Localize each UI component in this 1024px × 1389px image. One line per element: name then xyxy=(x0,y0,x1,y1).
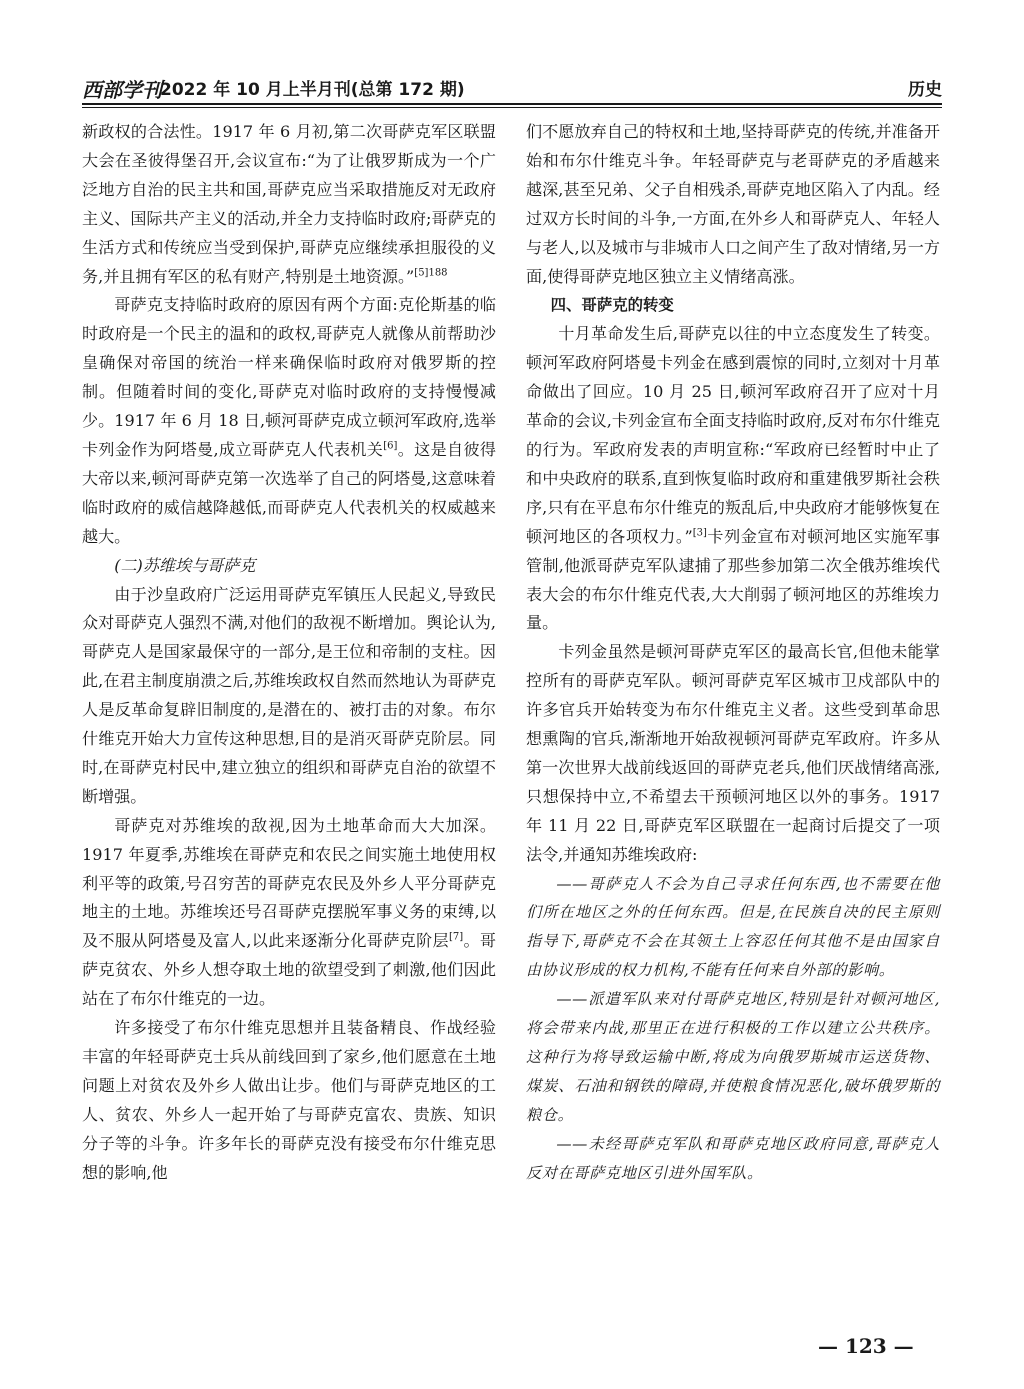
body-paragraph xyxy=(82,118,496,291)
journal-logo: 西部学刊 xyxy=(82,78,162,102)
citation-reference: [7] xyxy=(448,932,464,944)
running-header xyxy=(82,74,942,104)
right-column xyxy=(526,118,940,1188)
header-rule-thick xyxy=(82,103,942,105)
paragraph-text: 新政权的合法性。1917 年 6 月初,第二次哥萨克军区联盟大会在圣彼得堡召开,会议宣布:“为了让俄罗斯成为一个广泛地方自治的民主共和国,哥萨克应当采取措施反对无政府主义、国际共产主义的活动,并全力支持临时政府;哥萨克的生活方式和传统应当受到保护,哥萨克应继续承担服役的义务,并且拥有军区的私有财产,特别是土地资源。” xyxy=(82,122,496,286)
quoted-decree-item xyxy=(526,1130,940,1188)
body-paragraph xyxy=(82,291,496,551)
paragraph-text: ——未经哥萨克军队和哥萨克地区政府同意,哥萨克人反对在哥萨克地区引进外国军队。 xyxy=(526,1134,940,1182)
paragraph-text: 卡列金宣布对顿河地区实施军事管制,他派哥萨克军队逮捕了那些参加第二次全俄苏维埃代表大会的布尔什维克代表,大大削弱了顿河地区的苏维埃力量。 xyxy=(526,526,940,633)
paragraph-text: 许多接受了布尔什维克思想并且装备精良、作战经验丰富的年轻哥萨克士兵从前线回到了家乡,他们愿意在土地问题上对贫农及外乡人做出让步。他们与哥萨克地区的工人、贫农、外乡人一起开始了与哥萨克富农、贵族、知识分子等的斗争。许多年长的哥萨克没有接受布尔什维克思想的影响,他 xyxy=(82,1018,496,1182)
left-column xyxy=(82,118,496,1188)
body-paragraph xyxy=(526,118,940,291)
body-paragraph xyxy=(82,812,496,1014)
body-paragraph xyxy=(82,1014,496,1187)
paragraph-text: (二)苏维埃与哥萨克 xyxy=(114,555,256,575)
paragraph-text: 由于沙皇政府广泛运用哥萨克军镇压人民起义,导致民众对哥萨克人强烈不满,对他们的敌视不断增加。舆论认为,哥萨克人是国家最保守的一部分,是王位和帝制的支柱。因此,在君主制度崩溃之后,苏维埃政权自然而然地认为哥萨克人是反革命复辟旧制度的,是潜在的、被打击的对象。布尔什维克开始大力宣传这种思想,目的是消灭哥萨克阶层。同时,在哥萨克村民中,建立独立的组织和哥萨克自治的欲望不断增强。 xyxy=(82,584,496,806)
paragraph-text: 四、哥萨克的转变 xyxy=(550,296,674,315)
body-paragraph xyxy=(526,320,940,638)
issue-info: 2022 年 10 月上半月刊(总第 172 期) xyxy=(160,80,465,100)
paragraph-text: 。哥萨克贫农、外乡人想夺取土地的欲望受到了刺激,他们因此站在了布尔什维克的一边。 xyxy=(82,931,497,1009)
body-paragraph xyxy=(526,638,940,869)
section-heading xyxy=(526,291,940,320)
citation-reference: [5]188 xyxy=(414,267,448,279)
header-rule-thin xyxy=(82,107,942,108)
page-number: — 123 — xyxy=(818,1334,914,1358)
body-paragraph xyxy=(82,581,496,812)
paragraph-text: 。这是自彼得大帝以来,顿河哥萨克第一次选举了自己的阿塔曼,这意味着临时政府的威信越降越低,而哥萨克人代表机关的权威越来越大。 xyxy=(82,439,496,546)
paragraph-text: 哥萨克支持临时政府的原因有两个方面:克伦斯基的临时政府是一个民主的温和的政权,哥萨克人就像从前帮助沙皇确保对帝国的统治一样来确保临时政府对俄罗斯的控制。但随着时间的变化,哥萨克对临时政府的支持慢慢减少。1917 年 6 月 18 日,顿河哥萨克成立顿河军政府,选举卡列金作为阿塔曼,成立哥萨克人代表机关 xyxy=(82,295,496,459)
citation-reference: [6] xyxy=(383,440,398,452)
paragraph-text: ——派遣军队来对付哥萨克地区,特别是针对顿河地区,将会带来内战,那里正在进行积极的工作以建立公共秩序。这种行为将导致运输中断,将成为向俄罗斯城市运送货物、煤炭、石油和钢铁的障碍,并使粮食情况恶化,破坏俄罗斯的粮仓。 xyxy=(526,990,940,1124)
paragraph-text: 哥萨克对苏维埃的敌视,因为土地革命而大大加深。1917 年夏季,苏维埃在哥萨克和农民之间实施土地使用权利平等的政策,号召穷苦的哥萨克农民及外乡人平分哥萨克地主的土地。苏维埃还号召哥萨克摆脱军事义务的束缚,以及不服从阿塔曼及富人,以此来逐渐分化哥萨克阶层 xyxy=(82,815,496,951)
section-heading xyxy=(82,552,496,581)
paragraph-text: ——哥萨克人不会为自己寻求任何东西,也不需要在他们所在地区之外的任何东西。但是,在民族自决的民主原则指导下,哥萨克不会在其领土上容忍任何其他不是由国家自由协议形成的权力机构,不能有任何来自外部的影响。 xyxy=(526,874,940,980)
paragraph-text: 卡列金虽然是顿河哥萨克军区的最高长官,但他未能掌控所有的哥萨克军队。顿河哥萨克军区城市卫戍部队中的许多官兵开始转变为布尔什维克主义者。这些受到革命思想熏陶的官兵,渐渐地开始敌视顿河哥萨克军政府。许多从第一次世界大战前线返回的哥萨克老兵,他们厌战情绪高涨,只想保持中立,不希望去干预顿河地区以外的事务。1917 年 11 月 22 日,哥萨克军区联盟在一起商讨后提交了一项法令,并通知苏维埃政府: xyxy=(526,642,940,864)
paragraph-text: 们不愿放弃自己的特权和土地,坚持哥萨克的传统,并准备开始和布尔什维克斗争。年轻哥萨克与老哥萨克的矛盾越来越深,甚至兄弟、父子自相残杀,哥萨克地区陷入了内乱。经过双方长时间的斗争,一方面,在外乡人和哥萨克人、年轻人与老人,以及城市与非城市人口之间产生了敌对情绪,另一方面,使得哥萨克地区独立主义情绪高涨。 xyxy=(526,122,940,286)
paragraph-text: 十月革命发生后,哥萨克以往的中立态度发生了转变。顿河军政府阿塔曼卡列金在感到震惊的同时,立刻对十月革命做出了回应。10 月 25 日,顿河军政府召开了应对十月革命的会议,卡列金宣布全面支持临时政府,反对布尔什维克的行为。军政府发表的声明宣称:“军政府已经暂时中止了和中央政府的联系,直到恢复临时政府和重建俄罗斯社会秩序,只有在平息布尔什维克的叛乱后,中央政府才能够恢复在顿河地区的各项权力。” xyxy=(526,324,940,546)
quoted-decree-item xyxy=(526,870,940,986)
quoted-decree-item xyxy=(526,985,940,1130)
section-label: 历史 xyxy=(908,80,942,100)
citation-reference: [3] xyxy=(692,527,707,539)
